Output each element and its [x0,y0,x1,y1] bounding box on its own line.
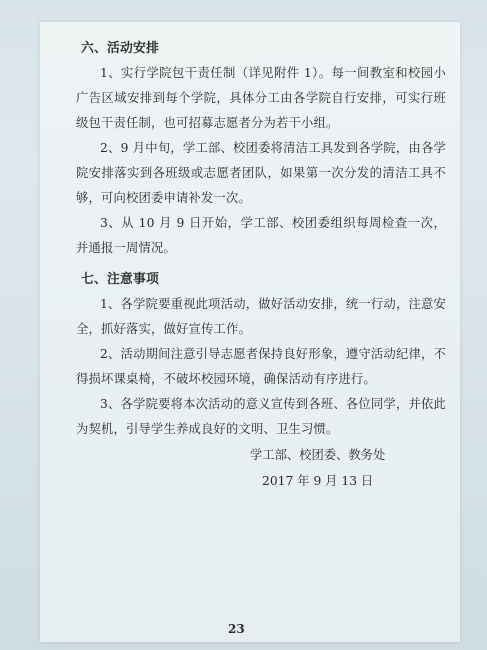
signature-block [250,442,385,494]
signature-org: 学工部、校团委、教务处 [250,448,386,462]
section-heading-precautions: 七、注意事项 [81,272,159,287]
signature-date: 2017 年 9 月 13 日 [262,474,374,488]
document-body [76,36,446,442]
paragraph-arrangement-3: 3、从 10 月 9 日开始，学工部、校团委组织每周检查一次，并通报一周情况。 [76,216,446,255]
paragraph-precautions-3: 3、各学院要将本次活动的意义宣传到各班、各位同学，并依此为契机，引导学生养成良好的文明、卫生习惯。 [76,397,446,436]
paragraph-arrangement-1: 1、实行学院包干责任制（详见附件 1）。每一间教室和校园小广告区域安排到每个学院，具体分工由各学院自行安排，可实行班级包干责任制，也可招募志愿者分为若干小组。 [76,66,446,130]
page-number: 23 [228,622,245,636]
paragraph-arrangement-2: 2、9 月中旬，学工部、校团委将清洁工具发到各学院，由各学院安排落实到各班级或志愿者团队，如果第一次分发的清洁工具不够，可向校团委申请补发一次。 [76,141,446,205]
paragraph-precautions-2: 2、活动期间注意引导志愿者保持良好形象，遵守活动纪律，不得损坏课桌椅，不破坏校园环境，确保活动有序进行。 [76,347,446,386]
paragraph-precautions-1: 1、各学院要重视此项活动，做好活动安排，统一行动，注意安全，抓好落实，做好宣传工作。 [76,297,446,336]
section-heading-activity-arrangement: 六、活动安排 [81,41,159,56]
